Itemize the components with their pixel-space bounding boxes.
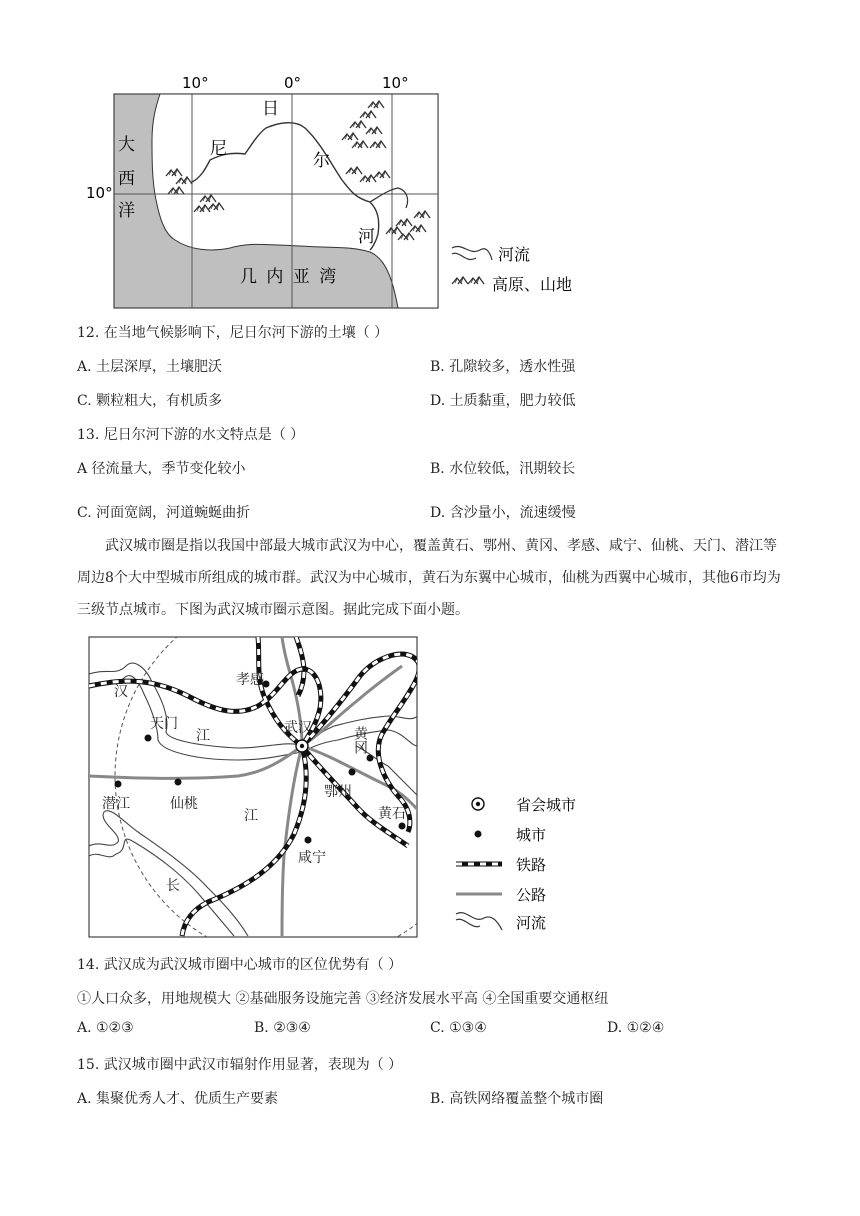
passage xyxy=(77,530,783,626)
legend-highway-label: 公路 xyxy=(516,886,547,904)
lon-label-3: 10° xyxy=(382,74,409,92)
legend-plateau-symbol xyxy=(452,277,468,284)
legend-city-label: 城市 xyxy=(516,826,547,844)
city-dot-xianning xyxy=(305,837,312,844)
label-tianmen: 天门 xyxy=(150,716,178,732)
river-char-2: 日 xyxy=(262,99,279,119)
label-xiaogan: 孝感 xyxy=(236,672,264,688)
label-xianning: 咸宁 xyxy=(298,850,326,866)
label-ezhou: 鄂州 xyxy=(324,784,352,800)
river-char-jiang-1: 江 xyxy=(196,728,210,744)
wuhan-city-circle-map xyxy=(88,636,588,938)
legend-city-symbol xyxy=(475,831,482,838)
legend-plateau-label: 高原、山地 xyxy=(492,275,573,294)
q12-option-c[interactable]: C. 颗粒粗大，有机质多 xyxy=(77,393,223,409)
q14-stem: 14. 武汉成为武汉城市圈中心城市的区位优势有（ ） xyxy=(77,957,403,973)
q15-option-a[interactable]: A. 集聚优秀人才、优质生产要素 xyxy=(77,1091,279,1107)
city-dot-huanggang xyxy=(367,755,374,762)
q15-option-b[interactable]: B. 高铁网络覆盖整个城市圈 xyxy=(430,1091,604,1107)
river-char-jiang-2: 江 xyxy=(244,808,258,824)
river-char-1: 尼 xyxy=(210,139,227,159)
ocean-char-2: 西 xyxy=(118,169,135,189)
label-qianjiang: 潜江 xyxy=(102,796,130,812)
q14-option-a[interactable]: A. ①②③ xyxy=(77,1020,134,1036)
legend-river-symbol xyxy=(456,913,502,930)
label-wuhan: 武汉 xyxy=(284,720,312,736)
niger-river-map xyxy=(80,70,610,315)
q14-option-c[interactable]: C. ①③④ xyxy=(430,1020,487,1036)
q12-option-d[interactable]: D. 土质黏重，肥力较低 xyxy=(430,393,576,409)
legend-river-label: 河流 xyxy=(516,914,547,932)
gulf-label: 几 内 亚 湾 xyxy=(240,267,339,287)
river-char-3: 尔 xyxy=(313,151,330,171)
river-char-4: 河 xyxy=(358,227,375,247)
legend-capital-label: 省会城市 xyxy=(516,796,577,814)
ocean-char-1: 大 xyxy=(118,135,135,155)
q14-items: ①人口众多，用地规模大 ②基础服务设施完善 ③经济发展水平高 ④全国重要交通枢纽 xyxy=(77,991,609,1007)
city-dot-ezhou xyxy=(349,769,356,776)
river-char-han: 汉 xyxy=(114,684,128,700)
lat-label: 10° xyxy=(86,184,113,202)
label-huangshi: 黄石 xyxy=(378,806,406,822)
lon-label-2: 0° xyxy=(284,74,302,92)
q14-option-b[interactable]: B. ②③④ xyxy=(254,1020,311,1036)
q13-option-c[interactable]: C. 河面宽阔，河道蜿蜒曲折 xyxy=(77,505,251,521)
legend-river-symbol xyxy=(452,246,492,260)
q12-option-a[interactable]: A. 土层深厚，土壤肥沃 xyxy=(77,359,223,375)
q12-option-b[interactable]: B. 孔隙较多，透水性强 xyxy=(430,359,576,375)
q13-option-a[interactable]: A 径流量大，季节变化较小 xyxy=(77,461,246,477)
q14-option-d[interactable]: D. ①②④ xyxy=(607,1020,665,1036)
legend-river-label: 河流 xyxy=(498,245,531,264)
city-dot-xiantao xyxy=(175,779,182,786)
q13-option-d[interactable]: D. 含沙量小，流速缓慢 xyxy=(430,505,576,521)
city-dot-huangshi xyxy=(399,823,406,830)
q13-option-b[interactable]: B. 水位较低，汛期较长 xyxy=(430,461,576,477)
lon-label-1: 10° xyxy=(182,74,209,92)
label-xiantao: 仙桃 xyxy=(170,796,198,812)
river-char-chang: 长 xyxy=(166,878,180,894)
q12-stem: 12. 在当地气候影响下，尼日尔河下游的土壤（ ） xyxy=(77,325,389,341)
q15-stem: 15. 武汉城市圈中武汉市辐射作用显著，表现为（ ） xyxy=(77,1057,403,1073)
q13-stem: 13. 尼日尔河下游的水文特点是（ ） xyxy=(77,427,305,443)
label-huanggang: 黄冈 xyxy=(352,726,368,754)
passage-text: 武汉城市圈是指以我国中部最大城市武汉为中心，覆盖黄石、鄂州、黄冈、孝感、咸宁、仙桃、天门、潜江等周边8个大中型城市所组成的城市群。武汉为中心城市，黄石为东翼中心城市，仙桃为西翼中心城市，其他6市均为三级节点城市。下图为武汉城市圈示意图。据此完成下面小题。 xyxy=(77,538,781,618)
ocean-char-3: 洋 xyxy=(118,201,135,221)
legend-railway-label: 铁路 xyxy=(516,856,547,874)
city-dot-tianmen xyxy=(145,735,152,742)
city-dot-qianjiang xyxy=(115,781,122,788)
